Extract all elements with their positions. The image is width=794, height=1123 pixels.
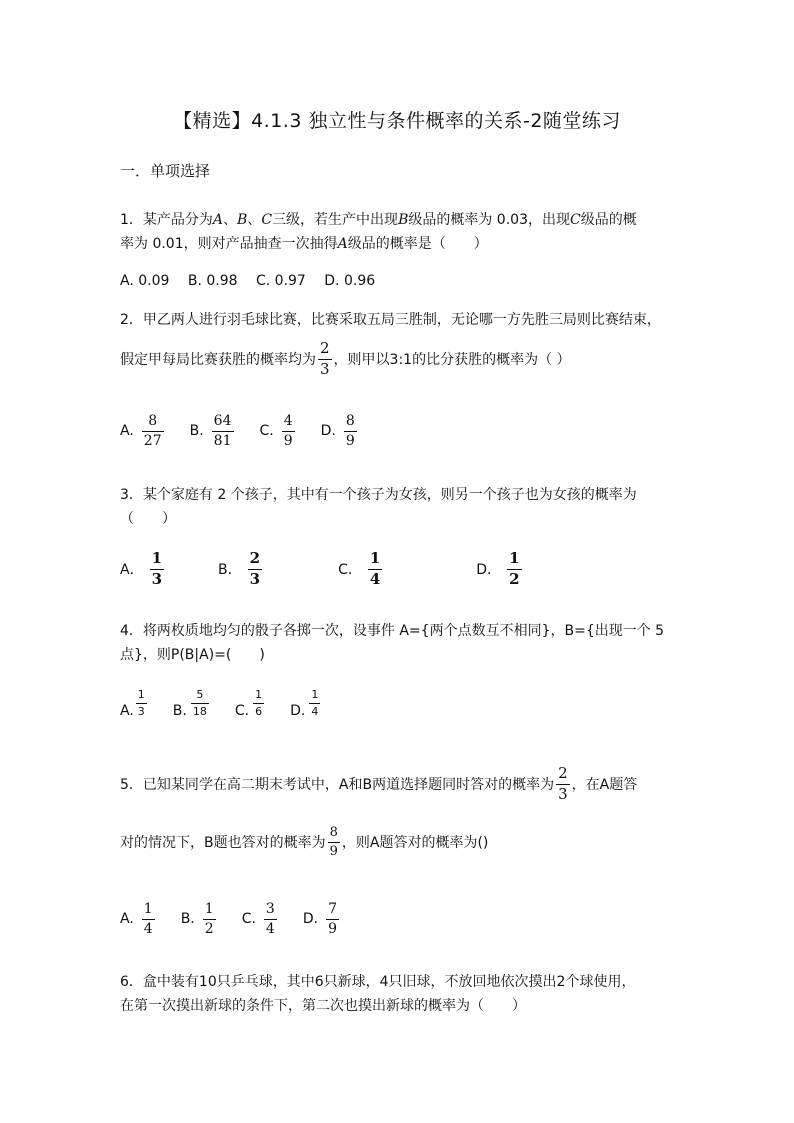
option-label: A. [120, 911, 134, 928]
q1-var-b: B [398, 212, 409, 228]
fraction-numerator: 8 [329, 825, 338, 840]
fraction-numerator: 3 [265, 901, 275, 917]
q6-line-2: 在第一次摸出新球的条件下，第二次也摸出新球的概率为（ ） [120, 998, 526, 1014]
fraction-numerator: 5 [196, 688, 204, 701]
fraction-bar [264, 919, 277, 920]
option-label: B. [189, 423, 204, 440]
fraction-denominator: 3 [137, 704, 145, 718]
option-label: A． [120, 562, 144, 579]
q1-text: 级品的概 [580, 212, 637, 228]
fraction-denominator: 2 [204, 920, 214, 937]
q4-line-2: 点}，则P(B|A)=( ) [120, 647, 265, 663]
q1-var-b: B [237, 212, 248, 228]
q1-var-a: A [212, 212, 224, 228]
option-fraction [142, 902, 155, 936]
q2-line-2 [120, 341, 571, 378]
fraction-numerator: 1 [255, 688, 263, 701]
fraction-numerator: 8 [345, 413, 355, 429]
q4-options [120, 688, 322, 720]
q2-option-b [190, 414, 236, 448]
option-fraction [344, 414, 357, 448]
option-fraction [253, 689, 264, 717]
option-label: D． [476, 562, 502, 579]
option-fraction [136, 689, 147, 717]
q5-option-d [303, 902, 341, 936]
q3-option-b [218, 551, 264, 588]
option-label: B. [180, 911, 195, 928]
fraction-numerator: 1 [509, 549, 520, 567]
fraction-numerator: 1 [369, 549, 381, 567]
page-title: 【精选】4.1.3 独立性与条件概率的关系-2随堂练习 [173, 110, 621, 132]
q1-text: 率为 0.01，则对产品抽查一次抽得 [120, 236, 338, 252]
option-label: B. [172, 703, 187, 720]
fraction-numerator: 1 [204, 901, 214, 917]
fraction-denominator: 9 [345, 432, 355, 449]
fraction-bar [212, 431, 234, 432]
option-label: C. [234, 703, 250, 720]
q2-options [120, 414, 359, 448]
option-fraction [264, 902, 277, 936]
q5-text: 5．已知某同学在高二期末考试中，A和B两道选择题同时答对的概率为 [120, 777, 555, 794]
fraction-denominator: 3 [558, 784, 568, 803]
q1-var-c: C [569, 212, 581, 228]
option-fraction [203, 902, 216, 936]
option-label: C. [241, 911, 256, 928]
q1-sep: 、 [247, 212, 262, 228]
q2-line-1: 2．甲乙两人进行羽毛球比赛，比赛采取五局三胜制，无论哪一方先胜三局则比赛结束， [120, 312, 661, 328]
option-fraction [142, 414, 164, 448]
option-label: C. [259, 423, 274, 440]
fraction-denominator: 9 [283, 432, 293, 449]
q3-option-d [476, 551, 523, 588]
q2-option-a [120, 414, 166, 448]
q1-sep: 、 [223, 212, 238, 228]
fraction-bar [326, 919, 339, 920]
fraction-denominator: 4 [265, 920, 275, 937]
fraction-numerator: 2 [320, 339, 330, 357]
option-fraction [368, 551, 382, 588]
q5-option-b [181, 902, 218, 936]
q3-option-a [120, 551, 166, 588]
option-label: D. [290, 703, 306, 720]
section-heading: 一．单项选择 [120, 162, 211, 180]
option-label: C． [338, 562, 362, 579]
option-fraction [212, 414, 234, 448]
fraction-numerator: 1 [311, 688, 319, 701]
fraction-denominator: 3 [320, 359, 330, 378]
q3-line-2: （ ） [120, 511, 176, 527]
q1-line-1 [120, 209, 637, 229]
q2-text: ，则甲以3:1的比分获胜的概率为（ ） [333, 352, 571, 369]
fraction-numerator: 64 [213, 413, 232, 429]
q2-prob-fraction [318, 341, 332, 378]
option-label: D. [320, 423, 336, 440]
fraction-denominator: 4 [369, 569, 381, 588]
option-label: A. [120, 703, 134, 720]
fraction-denominator: 9 [329, 843, 338, 859]
option-label: A. [120, 423, 134, 440]
q2-option-d [321, 414, 359, 448]
fraction-denominator: 27 [143, 432, 162, 449]
fraction-numerator: 1 [143, 901, 153, 917]
option-fraction [282, 414, 295, 448]
fraction-numerator: 8 [148, 413, 158, 429]
q4-option-a [120, 688, 149, 720]
q4-option-c [234, 688, 266, 720]
q5-option-c [242, 902, 279, 936]
fraction-bar [142, 431, 164, 432]
q3-line-1: 3．某个家庭有 2 个孩子，其中有一个孩子为女孩，则另一个孩子也为女孩的概率为 [120, 487, 637, 503]
q5-text: 对的情况下，B题也答对的概率为 [120, 835, 326, 852]
fraction-denominator: 81 [213, 432, 232, 449]
fraction-bar [309, 703, 320, 704]
option-fraction [507, 551, 521, 588]
fraction-bar [253, 703, 264, 704]
fraction-bar [328, 842, 340, 843]
q5-text: ，则A题答对的概率为() [341, 835, 489, 852]
fraction-numerator: 2 [249, 549, 261, 567]
q5-option-a [120, 902, 157, 936]
option-fraction [150, 551, 164, 588]
q1-line-2 [120, 233, 488, 253]
q3-options [120, 551, 524, 588]
fraction-numerator: 1 [137, 688, 145, 701]
q5-line-2 [120, 826, 488, 858]
q4-line-1: 4．将两枚质地均匀的骰子各掷一次，设事件 A={两个点数互不相同}，B={出现一个 5 [120, 623, 665, 639]
q4-option-b [172, 688, 211, 720]
option-label: B． [218, 562, 242, 579]
fraction-bar [142, 919, 155, 920]
q1-options: A. 0.09 B. 0.98 C. 0.97 D. 0.96 [120, 273, 376, 289]
q1-text: 级品的概率为 0.03，出现 [408, 212, 570, 228]
q1-var-a: A [337, 236, 348, 252]
fraction-bar [136, 703, 147, 704]
fraction-bar [282, 431, 295, 432]
fraction-numerator: 2 [558, 764, 568, 782]
q1-text: 级品的概率是（ ） [347, 236, 488, 252]
fraction-numerator: 7 [328, 901, 337, 917]
q4-option-d [290, 688, 322, 720]
option-fraction [191, 689, 209, 717]
q6-line-1: 6．盒中装有10只乒乓球，其中6只新球，4只旧球，不放回地依次摸出2个球使用， [120, 974, 636, 990]
q1-text: 1．某产品分为 [120, 212, 213, 228]
q1-var-c: C [261, 212, 273, 228]
fraction-bar [344, 431, 357, 432]
option-fraction [248, 551, 262, 588]
option-fraction [326, 902, 339, 936]
fraction-denominator: 3 [151, 569, 163, 588]
fraction-denominator: 9 [328, 920, 337, 937]
q2-option-c [260, 414, 297, 448]
fraction-denominator: 4 [311, 704, 319, 718]
fraction-bar [191, 703, 209, 704]
q3-option-c [338, 551, 384, 588]
fraction-bar [203, 919, 216, 920]
q5-options [120, 902, 341, 936]
q5-text: ，在A题答 [571, 777, 638, 794]
fraction-denominator: 18 [192, 704, 207, 718]
q1-text: 三级，若生产中出现 [272, 212, 399, 228]
option-label: D. [302, 911, 319, 928]
fraction-denominator: 2 [509, 569, 520, 588]
q5-line-1 [120, 766, 637, 803]
fraction-numerator: 4 [283, 413, 293, 429]
fraction-denominator: 6 [255, 704, 263, 718]
option-fraction [309, 689, 320, 717]
q2-text: 假定甲每局比赛获胜的概率均为 [120, 352, 316, 369]
fraction-denominator: 4 [143, 920, 153, 937]
fraction-denominator: 3 [249, 569, 261, 588]
q5-prob-fraction-1 [556, 766, 570, 803]
q5-prob-fraction-2 [328, 826, 340, 858]
fraction-numerator: 1 [151, 549, 163, 567]
